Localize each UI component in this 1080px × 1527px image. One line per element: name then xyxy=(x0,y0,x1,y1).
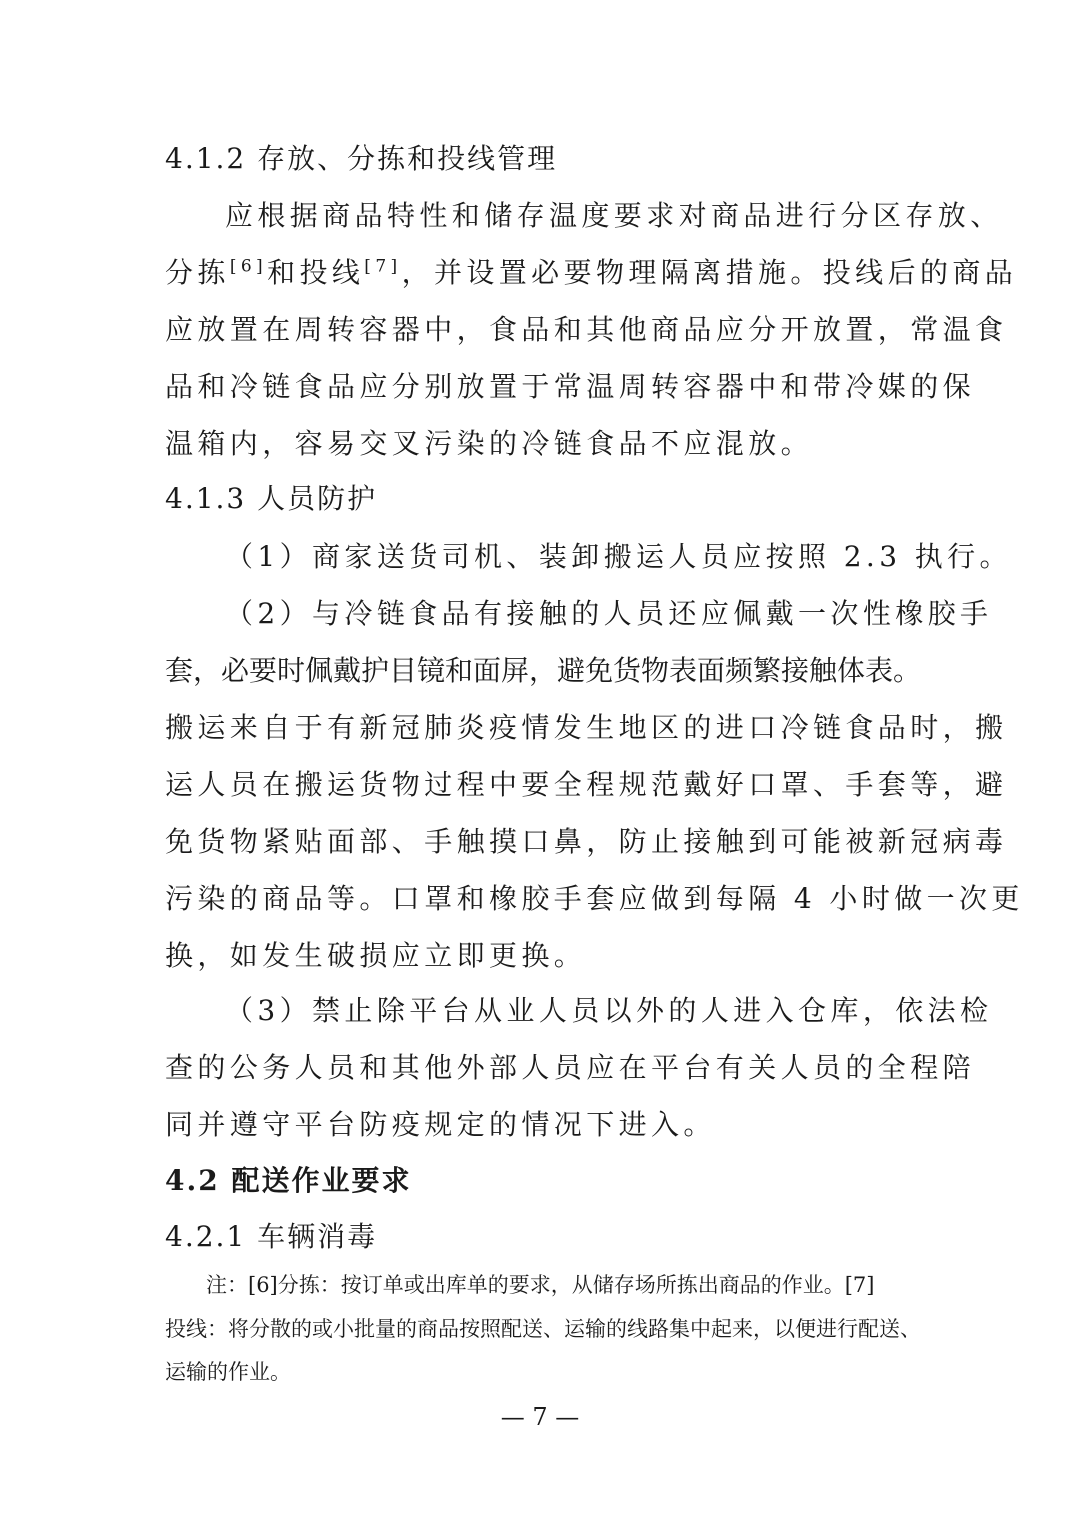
footnote-line: 运输的作业。 xyxy=(165,1360,291,1384)
list-item-2: （2）与冷链食品有接触的人员还应佩戴一次性橡胶手 xyxy=(225,597,993,630)
section-heading-4-1-3: 4.1.3 人员防护 xyxy=(165,482,378,515)
paragraph-line: 应放置在周转容器中，食品和其他商品应分开放置，常温食 xyxy=(165,313,1008,346)
footnote-line: 注：[6]分拣：按订单或出库单的要求，从储存场所拣出商品的作业。[7] xyxy=(206,1273,875,1297)
footnote-line: 投线：将分散的或小批量的商品按照配送、运输的线路集中起来，以便进行配送、 xyxy=(165,1317,921,1341)
list-item-3: （3）禁止除平台从业人员以外的人进入仓库，依法检 xyxy=(225,994,993,1027)
page-number: — 7 — xyxy=(500,1403,580,1431)
footnote-ref-6: [6] xyxy=(229,256,268,277)
footnote-ref-7: [7] xyxy=(364,256,402,277)
paragraph-line: 查的公务人员和其他外部人员应在平台有关人员的全程陪 xyxy=(165,1051,976,1084)
paragraph-line: 品和冷链食品应分别放置于常温周转容器中和带冷媒的保 xyxy=(165,370,976,403)
section-heading-4-2-1: 4.2.1 车辆消毒 xyxy=(165,1220,378,1253)
section-heading-4-2: 4.2 配送作业要求 xyxy=(165,1164,412,1197)
paragraph-line: 污染的商品等。口罩和橡胶手套应做到每隔 4 小时做一次更 xyxy=(165,882,1024,915)
paragraph-line: 分拣[6]和投线[7]，并设置必要物理隔离措施。投线后的商品 xyxy=(165,256,1018,289)
paragraph-line: 同并遵守平台防疫规定的情况下进入。 xyxy=(165,1108,716,1141)
paragraph-line: 应根据商品特性和储存温度要求对商品进行分区存放、 xyxy=(225,199,1003,232)
paragraph-line: 换，如发生破损应立即更换。 xyxy=(165,939,587,972)
paragraph-line: 免货物紧贴面部、手触摸口鼻，防止接触到可能被新冠病毒 xyxy=(165,825,1008,858)
paragraph-line: 运人员在搬运货物过程中要全程规范戴好口罩、手套等，避 xyxy=(165,768,1008,801)
section-heading-4-1-2: 4.1.2 存放、分拣和投线管理 xyxy=(165,142,558,175)
paragraph-line: 套，必要时佩戴护目镜和面屏，避免货物表面频繁接触体表。 xyxy=(165,654,922,687)
list-item-1: （1）商家送货司机、装卸搬运人员应按照 2.3 执行。 xyxy=(225,540,1012,573)
paragraph-line: 温箱内，容易交叉污染的冷链食品不应混放。 xyxy=(165,427,814,460)
paragraph-line: 搬运来自于有新冠肺炎疫情发生地区的进口冷链食品时，搬 xyxy=(165,711,1008,744)
